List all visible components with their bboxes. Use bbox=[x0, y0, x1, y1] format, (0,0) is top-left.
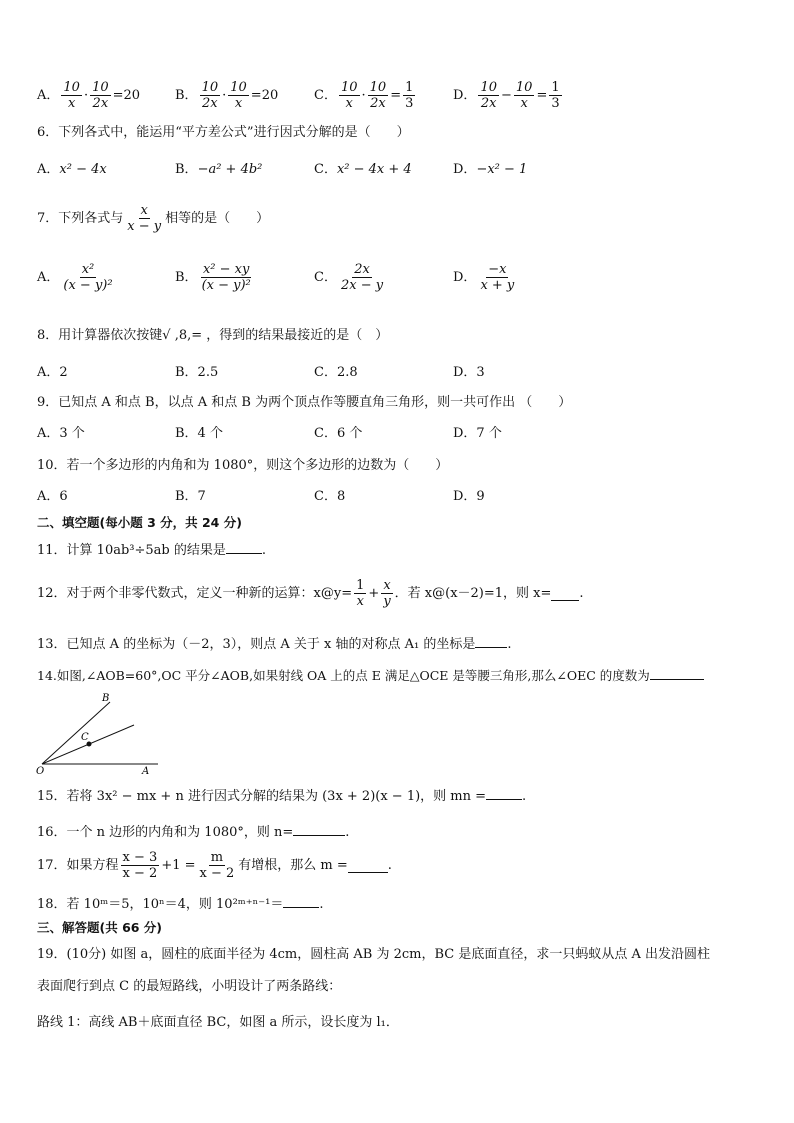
q5-option-d[interactable] bbox=[453, 80, 564, 111]
operator: +1 = bbox=[161, 857, 196, 873]
fraction bbox=[90, 80, 111, 111]
fraction bbox=[339, 262, 385, 293]
q5-option-a[interactable] bbox=[37, 80, 140, 111]
denominator: x bbox=[520, 96, 528, 111]
numerator: −x bbox=[488, 262, 507, 277]
denominator: 3 bbox=[405, 96, 414, 111]
q8-option-c[interactable]: C．2.8 bbox=[314, 365, 358, 380]
denominator: 3 bbox=[551, 96, 560, 111]
numerator: 10 bbox=[369, 80, 387, 95]
stem-text: 相等的是（ ） bbox=[165, 210, 270, 226]
fraction bbox=[200, 262, 253, 293]
calculator-keys: √ ,8,= bbox=[162, 328, 207, 343]
fraction bbox=[478, 80, 499, 111]
rhs: =20 bbox=[112, 87, 141, 103]
period: . bbox=[387, 857, 392, 873]
q5-option-b[interactable] bbox=[175, 80, 278, 111]
operator: · bbox=[361, 87, 366, 103]
denominator: x − 2 bbox=[199, 866, 235, 881]
operator: + bbox=[368, 585, 380, 601]
fraction bbox=[125, 203, 163, 234]
option-expr: −x² − 1 bbox=[476, 162, 528, 177]
denominator: y bbox=[383, 594, 391, 609]
fraction bbox=[339, 80, 360, 111]
q12 bbox=[37, 578, 584, 609]
q9-option-c[interactable]: C．6 个 bbox=[314, 426, 363, 441]
q7-option-d[interactable] bbox=[453, 262, 518, 293]
stem-text: 14.如图,∠AOB=60°,OC 平分∠AOB,如果射线 OA 上的点 E 满足△OCE 是等腰三角形,那么∠OEC 的度数为 bbox=[37, 668, 650, 683]
q7-option-b[interactable] bbox=[175, 262, 255, 293]
q9-option-d[interactable]: D．7 个 bbox=[453, 426, 502, 441]
numerator: m bbox=[210, 850, 224, 865]
answer-blank[interactable] bbox=[226, 540, 262, 554]
answer-blank[interactable] bbox=[283, 894, 319, 908]
fraction bbox=[381, 578, 392, 609]
q6-option-c[interactable] bbox=[314, 161, 412, 179]
option-label: C． bbox=[314, 269, 337, 285]
period: . bbox=[261, 543, 267, 558]
stem-text: 17．如果方程 bbox=[37, 857, 119, 873]
q13 bbox=[37, 634, 512, 654]
period: . bbox=[507, 637, 512, 652]
q7-option-c[interactable] bbox=[314, 262, 387, 293]
fraction bbox=[61, 80, 82, 111]
option-label: D． bbox=[453, 269, 477, 285]
answer-blank[interactable] bbox=[348, 859, 388, 873]
numerator: 10 bbox=[92, 80, 109, 95]
denominator: x bbox=[234, 96, 243, 111]
answer-blank[interactable] bbox=[475, 634, 507, 648]
option-label: A． bbox=[37, 269, 60, 285]
option-label: A． bbox=[37, 162, 60, 177]
option-label: B． bbox=[175, 87, 198, 103]
denominator: 2x bbox=[370, 96, 386, 111]
fraction bbox=[198, 850, 237, 881]
fraction bbox=[514, 80, 535, 111]
q19-line-3: 路线 1：高线 AB＋底面直径 BC，如图 a 所示，设长度为 l₁． bbox=[37, 1015, 399, 1030]
equals: = bbox=[536, 87, 548, 103]
equals: = bbox=[390, 87, 402, 103]
label-c: C bbox=[81, 732, 89, 743]
denominator: x bbox=[356, 594, 364, 609]
period: . bbox=[319, 897, 324, 912]
q7-option-a[interactable] bbox=[37, 262, 117, 293]
denominator: x − 2 bbox=[122, 866, 158, 881]
period: . bbox=[522, 789, 527, 804]
q5-option-c[interactable] bbox=[314, 80, 417, 111]
option-expr: x² − 4x + 4 bbox=[336, 162, 412, 177]
denominator: (x − y)² bbox=[63, 278, 113, 293]
q7-stem bbox=[37, 203, 269, 234]
q10-option-b[interactable]: B．7 bbox=[175, 489, 206, 504]
period: . bbox=[579, 585, 584, 601]
operator: − bbox=[500, 87, 512, 103]
numerator: x − 3 bbox=[122, 850, 158, 865]
option-label: C． bbox=[314, 87, 337, 103]
q18 bbox=[37, 894, 323, 914]
fraction bbox=[368, 80, 389, 111]
denominator: x + y bbox=[480, 278, 515, 293]
q10-option-d[interactable]: D．9 bbox=[453, 489, 485, 504]
denominator: 2x bbox=[202, 96, 218, 111]
option-label: D． bbox=[453, 162, 477, 177]
section-3-heading: 三、解答题(共 66 分) bbox=[37, 920, 163, 935]
option-label: B． bbox=[175, 269, 198, 285]
fraction bbox=[200, 80, 221, 111]
stem-text: 12．对于两个非零代数式，定义一种新的运算：x@y= bbox=[37, 585, 353, 601]
fraction bbox=[478, 262, 516, 293]
q6-option-d[interactable] bbox=[453, 161, 527, 179]
stem-text: 8．用计算器依次按键 bbox=[37, 328, 163, 343]
option-label: B． bbox=[175, 162, 198, 177]
fraction bbox=[549, 80, 561, 111]
operator: · bbox=[222, 87, 227, 103]
operator: · bbox=[83, 87, 89, 103]
q17 bbox=[37, 850, 392, 881]
numerator: x bbox=[383, 578, 391, 593]
q9-stem: 9．已知点 A 和点 B，以点 A 和点 B 为两个顶点作等腰直角三角形，则一共可作出 （ ） bbox=[37, 395, 572, 410]
q8-option-b[interactable]: B．2.5 bbox=[175, 365, 219, 380]
stem-text: 有增根，那么 m = bbox=[238, 857, 348, 873]
option-label: D． bbox=[453, 87, 477, 103]
numerator: 10 bbox=[230, 80, 247, 95]
q19-line-1: 19．(10分) 如图 a，圆柱的底面半径为 4cm，圆柱高 AB 为 2cm，BC 是底面直径，求一只蚂蚁从点 A 出发沿圆柱 bbox=[37, 947, 710, 962]
stem-text: ，得到的结果最接近的是（ ） bbox=[206, 328, 389, 343]
stem-text: 13．已知点 A 的坐标为（－2，3），则点 A 关于 x 轴的对称点 A₁ 的坐标是 bbox=[37, 637, 476, 652]
label-b: B bbox=[102, 693, 110, 704]
stem-text: ．若 x@(x－2)=1，则 x= bbox=[394, 585, 552, 601]
numerator: 2x bbox=[354, 262, 370, 277]
answer-blank[interactable] bbox=[293, 822, 345, 836]
numerator: x bbox=[140, 203, 148, 218]
denominator: 2x − y bbox=[340, 278, 384, 293]
numerator: 1 bbox=[405, 80, 414, 95]
q9-option-b[interactable]: B．4 个 bbox=[175, 426, 223, 441]
label-o: O bbox=[36, 766, 45, 776]
denominator: 2x bbox=[480, 96, 497, 111]
numerator: 1 bbox=[356, 578, 365, 593]
numerator: x² bbox=[81, 262, 95, 277]
denominator: (x − y)² bbox=[201, 278, 251, 293]
period: . bbox=[345, 825, 350, 840]
angle-figure bbox=[34, 688, 164, 776]
q6-stem: 6．下列各式中，能运用“平方差公式”进行因式分解的是（ ） bbox=[37, 125, 410, 140]
stem-text: 16．一个 n 边形的内角和为 1080°，则 n= bbox=[37, 825, 294, 840]
section-2-heading: 二、填空题(每小题 3 分，共 24 分) bbox=[37, 515, 242, 530]
denominator: x bbox=[67, 96, 76, 111]
q6-option-a[interactable] bbox=[37, 161, 107, 179]
ray-ob bbox=[42, 702, 110, 764]
numerator: 1 bbox=[551, 80, 560, 95]
numerator: 10 bbox=[340, 80, 358, 95]
label-a: A bbox=[142, 766, 150, 776]
denominator: x bbox=[345, 96, 353, 111]
denominator: 2x bbox=[92, 96, 109, 111]
rhs: =20 bbox=[250, 87, 279, 103]
q10-option-c[interactable]: C．8 bbox=[314, 489, 346, 504]
fraction bbox=[61, 262, 114, 293]
q19-line-2: 表面爬行到点 C 的最短路线，小明设计了两条路线： bbox=[37, 979, 342, 994]
answer-blank[interactable] bbox=[486, 786, 522, 800]
denominator: x − y bbox=[127, 219, 162, 234]
option-label: A． bbox=[37, 87, 60, 103]
q8-option-a[interactable]: A．2 bbox=[37, 365, 68, 380]
q10-option-a[interactable]: A．6 bbox=[37, 489, 68, 504]
stem-text: 7．下列各式与 bbox=[37, 210, 124, 226]
numerator: 10 bbox=[480, 80, 497, 95]
q8-stem bbox=[37, 327, 388, 345]
fraction bbox=[403, 80, 415, 111]
answer-blank[interactable] bbox=[650, 666, 704, 680]
stem-text: 18．若 10ᵐ＝5，10ⁿ＝4，则 10²ᵐ⁺ⁿ⁻¹＝ bbox=[37, 897, 284, 912]
q11 bbox=[37, 540, 266, 560]
fraction bbox=[228, 80, 249, 111]
q8-option-d[interactable]: D．3 bbox=[453, 365, 485, 380]
stem-text: 11．计算 10ab³÷5ab 的结果是 bbox=[37, 543, 226, 558]
q14 bbox=[37, 666, 704, 685]
option-expr: x² − 4x bbox=[59, 162, 107, 177]
q15 bbox=[37, 786, 526, 806]
stem-text: 15．若将 3x² − mx + n 进行因式分解的结果为 (3x + 2)(x − 1)，则 mn = bbox=[37, 789, 487, 804]
fraction bbox=[354, 578, 366, 609]
answer-blank[interactable] bbox=[551, 587, 579, 601]
option-label: C． bbox=[314, 162, 337, 177]
numerator: 10 bbox=[515, 80, 533, 95]
numerator: x² − xy bbox=[202, 262, 250, 277]
option-expr: −a² + 4b² bbox=[197, 162, 263, 177]
numerator: 10 bbox=[201, 80, 219, 95]
q6-option-b[interactable] bbox=[175, 161, 262, 179]
fraction bbox=[121, 850, 160, 881]
numerator: 10 bbox=[63, 80, 80, 95]
q9-option-a[interactable]: A．3 个 bbox=[37, 426, 85, 441]
q16 bbox=[37, 822, 349, 842]
q10-stem: 10．若一个多边形的内角和为 1080°，则这个多边形的边数为（ ） bbox=[37, 458, 449, 473]
